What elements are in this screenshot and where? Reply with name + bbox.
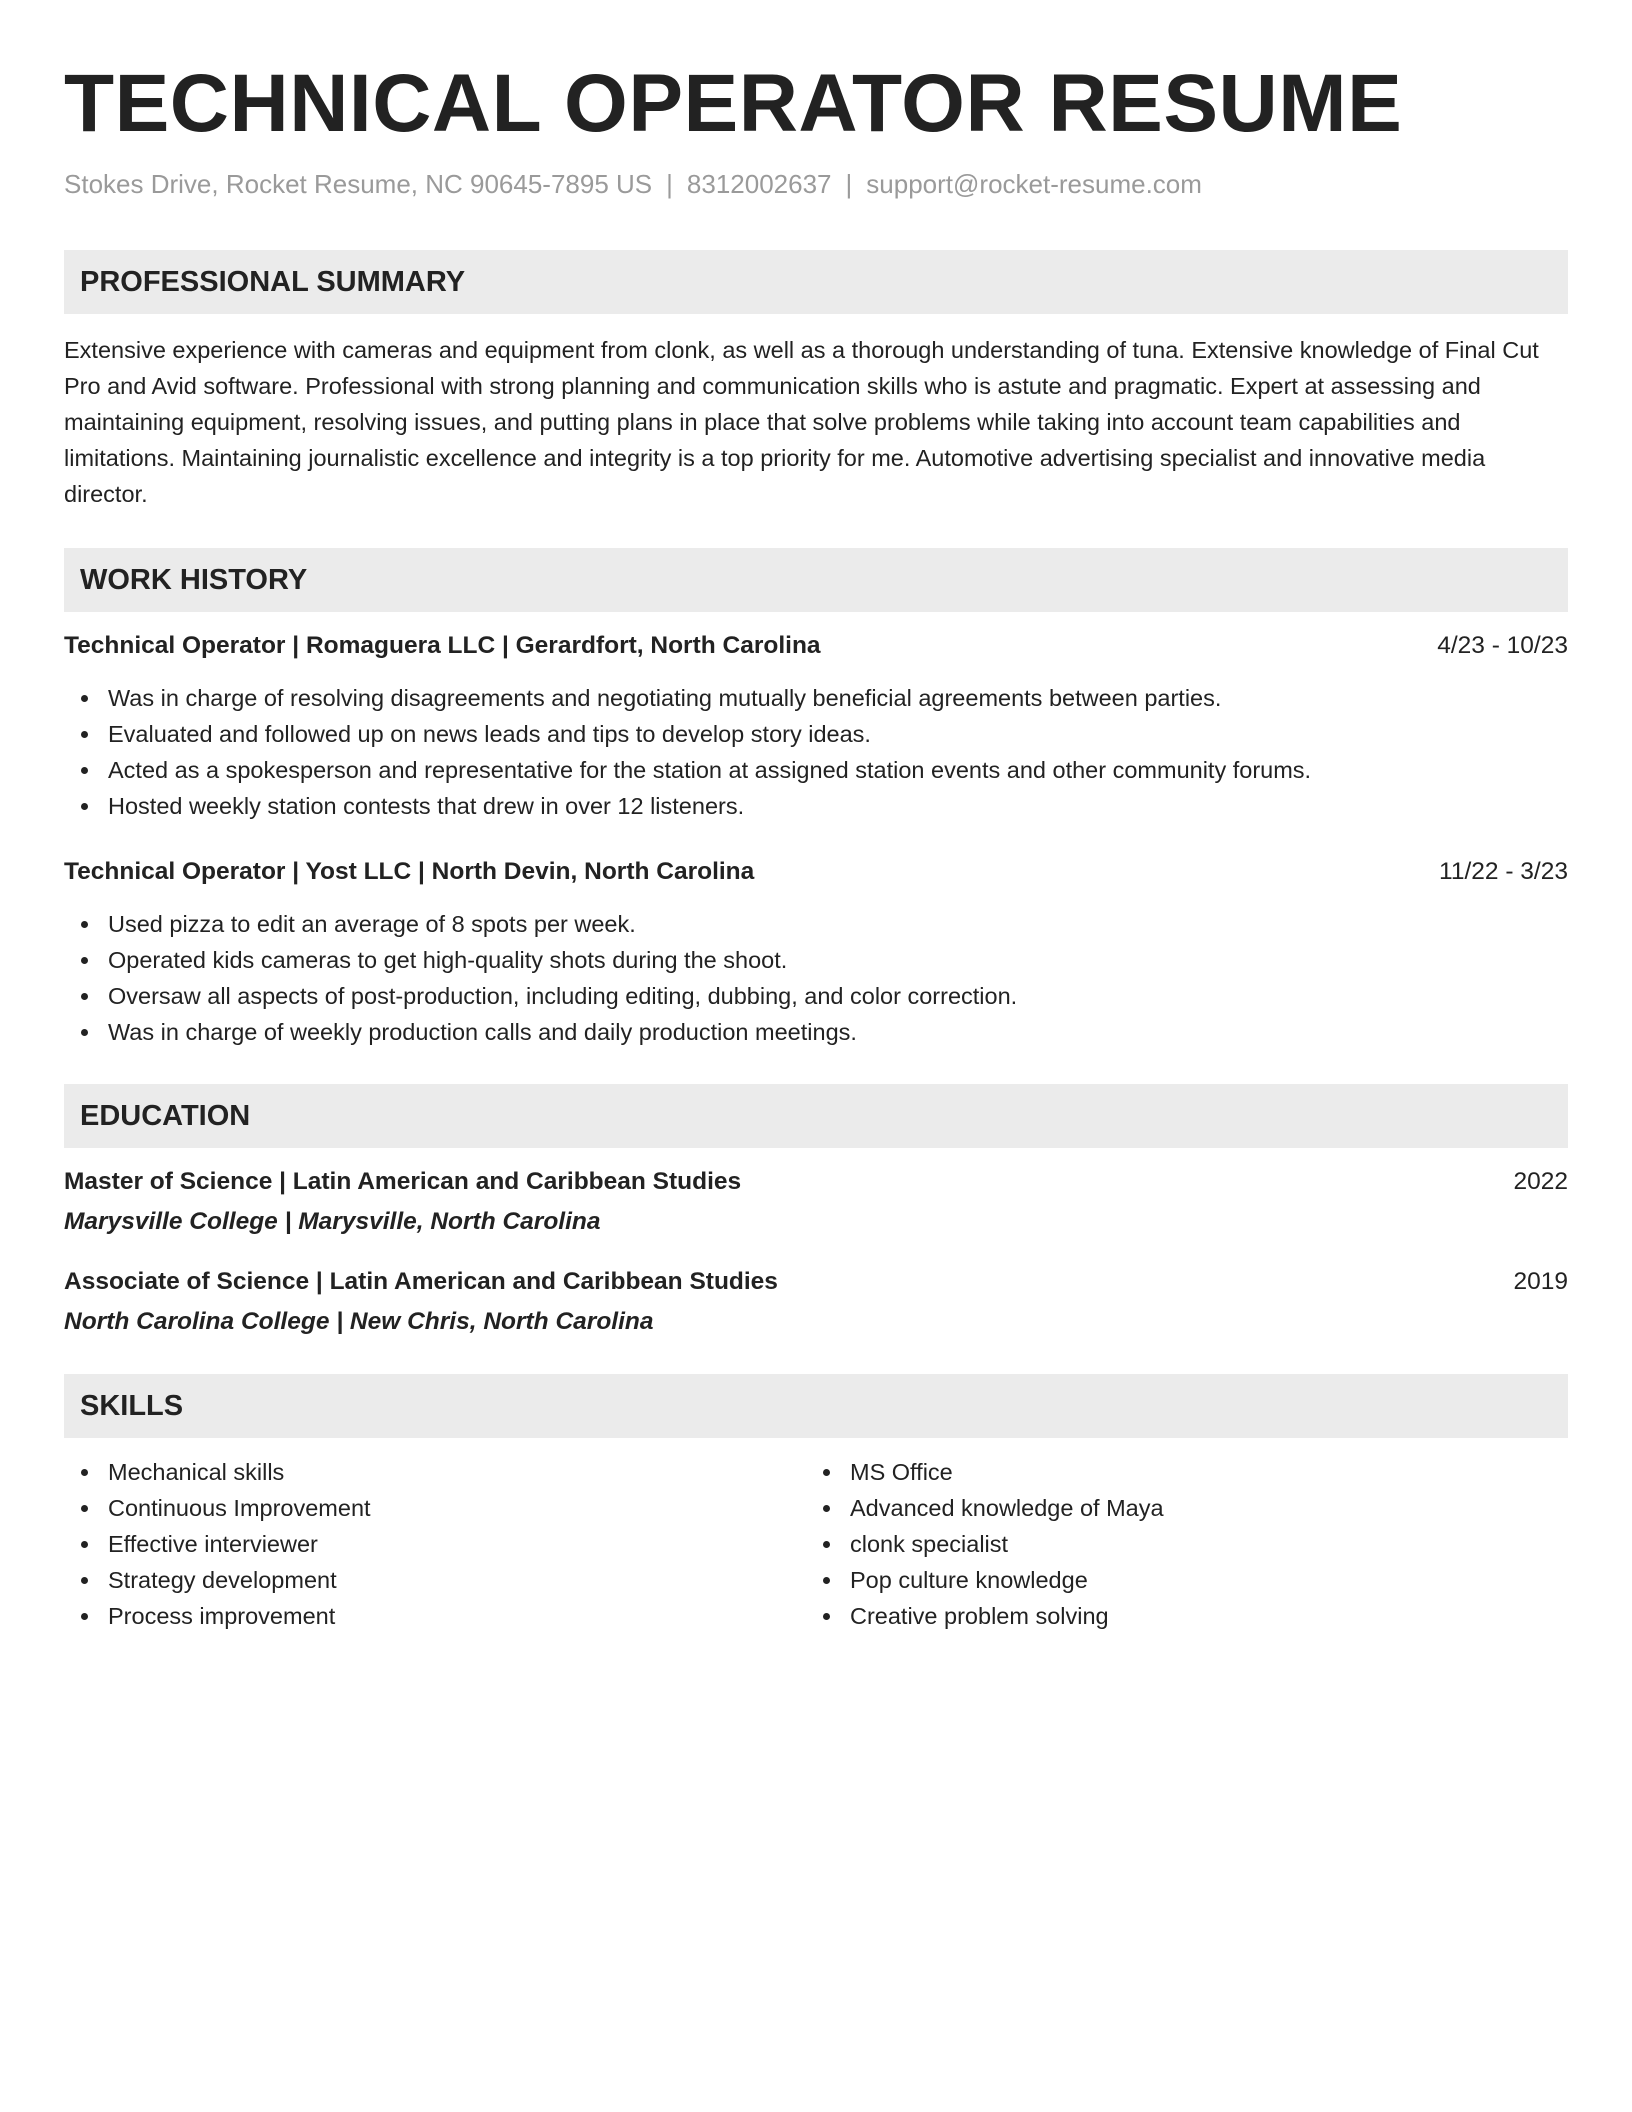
contact-separator: | [845,169,853,199]
education-entry [64,1264,1568,1300]
school-name: North Carolina College | New Chris, North Carolina [64,1308,654,1335]
degree-year: 2022 [1513,1168,1568,1195]
degree-year: 2019 [1513,1268,1568,1295]
job-bullet: Operated kids cameras to get high-quality shots during the shoot. [64,942,1568,978]
job-bullet: Used pizza to edit an average of 8 spots per week. [64,906,1568,942]
contact-address: Stokes Drive, Rocket Resume, NC 90645-7895 US [64,169,653,199]
skills-column-left [64,1454,806,1634]
contact-separator: | [666,169,673,199]
job-bullet: Was in charge of weekly production calls and daily production meetings. [64,1014,1568,1050]
job-bullet: Was in charge of resolving disagreements and negotiating mutually beneficial agreements between parties. [64,680,1568,716]
contact-phone: 8312002637 [686,169,832,199]
skill-item: Continuous Improvement [64,1490,806,1526]
education-heading: EDUCATION [64,1084,1568,1148]
skills-column-right [806,1454,1548,1634]
skills-list [806,1454,1548,1634]
school-name: Marysville College | Marysville, North Carolina [64,1208,601,1235]
skills-grid [64,1454,1568,1634]
degree-title: Associate of Science | Latin American and Caribbean Studies [64,1268,778,1295]
skill-item: Mechanical skills [64,1454,806,1490]
job-dates: 11/22 - 3/23 [1439,858,1568,885]
skill-item: Pop culture knowledge [806,1562,1548,1598]
resume-title: TECHNICAL OPERATOR RESUME [64,58,1403,149]
job-bullet: Oversaw all aspects of post-production, including editing, dubbing, and color correction. [64,978,1568,1014]
skill-item: Effective interviewer [64,1526,806,1562]
job-header [64,628,1568,664]
degree-title: Master of Science | Latin American and Caribbean Studies [64,1168,742,1195]
summary-heading: PROFESSIONAL SUMMARY [64,250,1568,314]
job-dates: 4/23 - 10/23 [1437,632,1568,659]
skill-item: clonk specialist [806,1526,1548,1562]
resume-page [64,52,1568,1634]
contact-email: support@rocket-resume.com [866,169,1202,199]
skill-item: Advanced knowledge of Maya [806,1490,1548,1526]
contact-line [64,166,1568,202]
education-entry [64,1164,1568,1200]
skills-list [64,1454,806,1634]
skills-heading: SKILLS [64,1374,1568,1438]
job-bullet-list [64,680,1568,824]
job-bullet: Acted as a spokesperson and representative for the station at assigned station events and other community forums. [64,752,1568,788]
job-header [64,854,1568,890]
job-bullet: Hosted weekly station contests that drew in over 12 listeners. [64,788,1568,824]
skill-item: Strategy development [64,1562,806,1598]
job-title: Technical Operator | Yost LLC | North Devin, North Carolina [64,858,755,885]
skill-item: MS Office [806,1454,1548,1490]
skill-item: Process improvement [64,1598,806,1634]
skill-item: Creative problem solving [806,1598,1548,1634]
work-history-heading: WORK HISTORY [64,548,1568,612]
job-bullet-list [64,906,1568,1050]
summary-text: Extensive experience with cameras and equipment from clonk, as well as a thorough understanding of tuna. Extensive knowledge of Final Cut Pro and Avid software. Professional with strong planning and communication skills who is astute and pragmatic. Expert at assessing and maintaining equipment, resolving issues, and putting plans in place that solve problems while taking into account team capabilities and limitations. Maintaining journalistic excellence and integrity is a top priority for me. Automotive advertising specialist and innovative media director. [64,337,1539,507]
job-bullet: Evaluated and followed up on news leads and tips to develop story ideas. [64,716,1568,752]
job-title: Technical Operator | Romaguera LLC | Gerardfort, North Carolina [64,632,821,659]
